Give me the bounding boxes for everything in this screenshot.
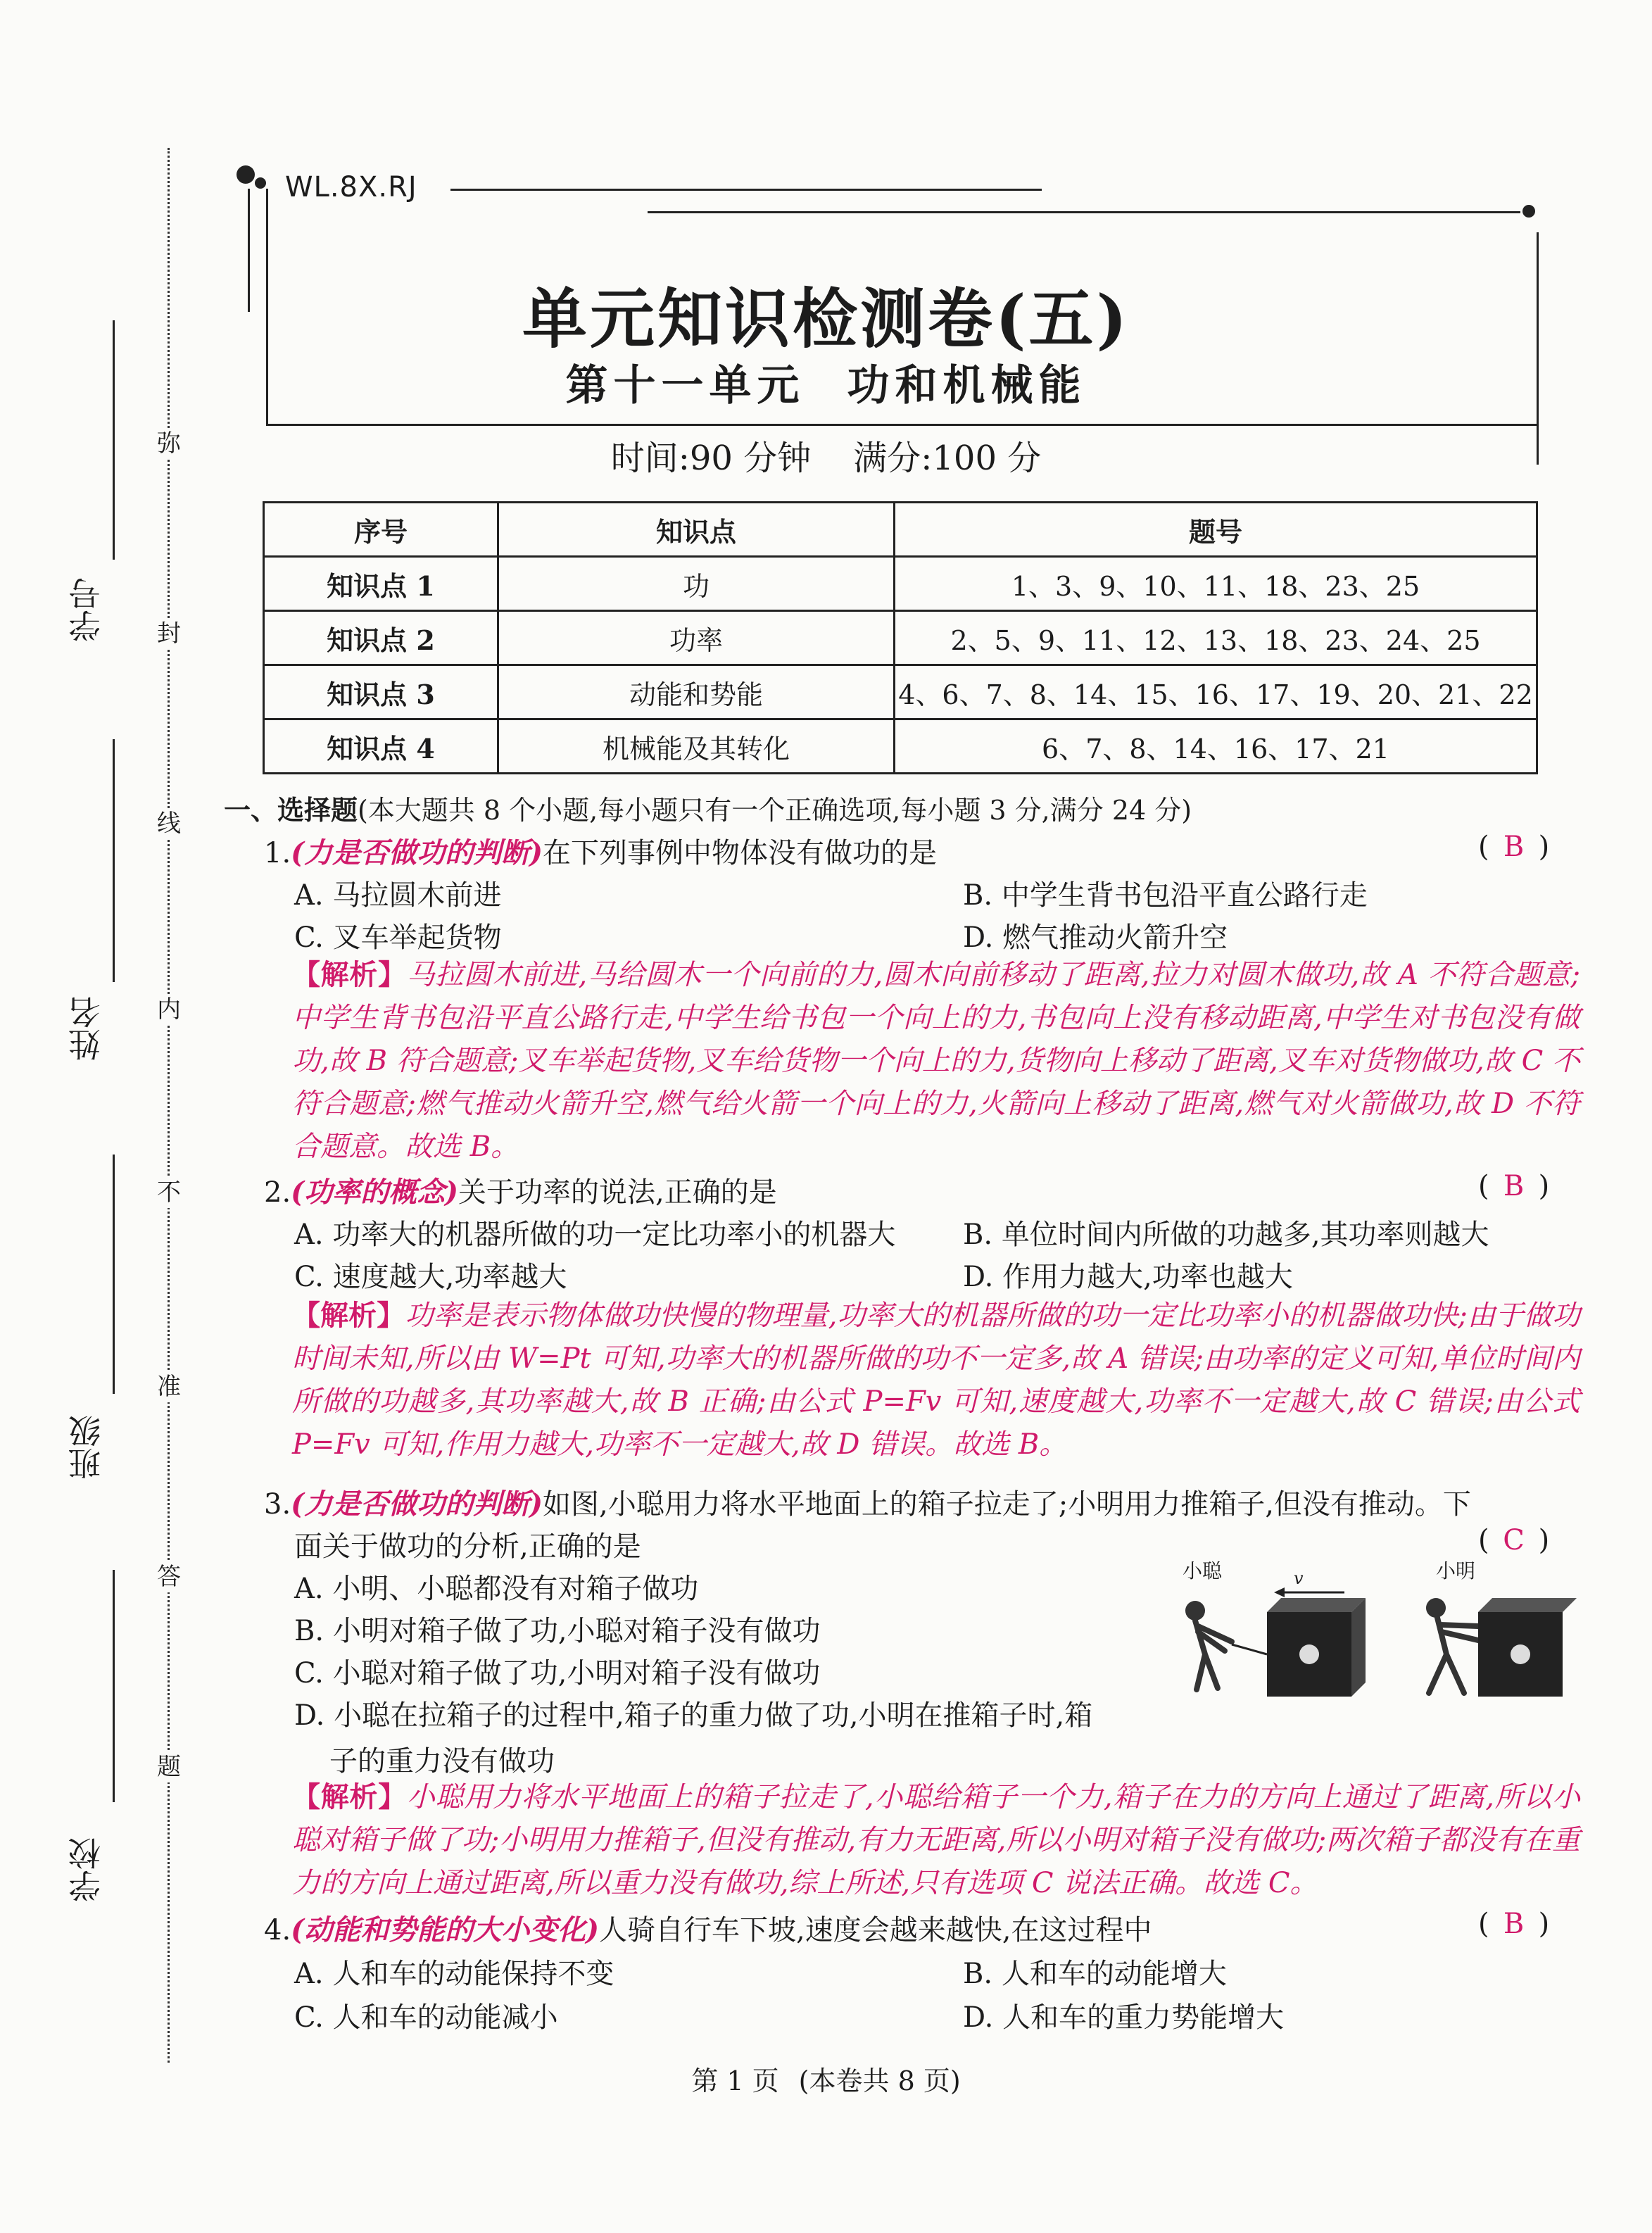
page-number: 第 1 页 xyxy=(691,2065,779,2096)
header-dot xyxy=(255,177,266,189)
knowledge-table xyxy=(263,501,1538,774)
option-c: C. 小聪对箱子做了功,小明对箱子没有做功 xyxy=(294,1657,821,1690)
class-line[interactable] xyxy=(113,1155,115,1394)
question-number: 1. xyxy=(264,837,291,869)
table-cell: 知识点 1 xyxy=(264,557,498,611)
question-tag: (动能和势能的大小变化) xyxy=(291,1913,600,1946)
question-text: 在下列事例中物体没有做功的是 xyxy=(543,837,938,869)
table-row xyxy=(264,719,1537,774)
table-row xyxy=(264,557,1537,611)
page-footer xyxy=(0,2059,1652,2098)
question-text: 人骑自行车下坡,速度会越来越快,在这过程中 xyxy=(599,1914,1152,1946)
option-d: D. 燃气推动火箭升空 xyxy=(963,921,1228,954)
school-label: 学校 xyxy=(68,1837,106,1902)
answer-bracket: ( C ) xyxy=(1478,1524,1550,1556)
exam-info xyxy=(0,431,1652,479)
column-header: 序号 xyxy=(264,503,498,557)
header-dot xyxy=(237,165,255,184)
analysis-text: 功率是表示物体做功快慢的物理量,功率大的机器所做的功一定比功率小的机器做功快;由于做功时间未知,所以由 W=Pt 可知,功率大的机器所做的功不一定多,故 A 错误;由功率的定义可知,单位时间内所做的功越多,其功率越大,故 B 正确;由公式 P=Fv 可知,速度越大,功率不一定越大,故 C 错误;由公式 P=Fv 可知,作用力越大,功率不一定越大,故 D 错误。故选 B。 xyxy=(292,1300,1581,1461)
question-number: 2. xyxy=(264,1176,291,1209)
page-total: (本卷共 8 页) xyxy=(798,2065,961,2096)
series-code: WL.8X.RJ xyxy=(285,171,417,203)
analysis-text: 小聪用力将水平地面上的箱子拉走了,小聪给箱子一个力,箱子在力的方向上通过了距离,所以小聪对箱子做了功;小明用力推箱子,但没有推动,有力无距离,所以小明对箱子没有做功;两次箱子都没有在重力的方向上通过距离,所以重力没有做功,综上所述,只有选项 C 说法正确。故选 C。 xyxy=(292,1781,1580,1899)
question-4-stem xyxy=(264,1908,1152,1948)
unit-subtitle xyxy=(0,352,1652,413)
table-header-row xyxy=(264,503,1537,557)
figure-label-velocity: v xyxy=(1294,1568,1304,1588)
table-cell: 知识点 4 xyxy=(264,719,498,774)
analysis-label: 【解析】 xyxy=(292,1299,405,1332)
option-d-cont: 子的重力没有做功 xyxy=(329,1745,555,1778)
option-b: B. 人和车的动能增大 xyxy=(963,1958,1227,1990)
option-d: D. 人和车的重力势能增大 xyxy=(963,2001,1285,2034)
pull-push-illustration xyxy=(1168,1556,1577,1711)
seal-char: 不 xyxy=(153,1177,184,1208)
question-3-stem xyxy=(264,1482,1471,1522)
option-a: A. 功率大的机器所做的功一定比功率小的机器大 xyxy=(294,1219,896,1251)
question-2-stem xyxy=(264,1170,777,1210)
header-dot xyxy=(1522,205,1535,218)
analysis-label: 【解析】 xyxy=(292,1780,407,1813)
header-rule xyxy=(450,189,1042,191)
name-line[interactable] xyxy=(113,739,115,982)
column-header: 题号 xyxy=(895,503,1537,557)
answer-value: C xyxy=(1503,1524,1525,1556)
page-title: 单元知识检测卷(五) xyxy=(522,281,1130,357)
option-c: C. 叉车举起货物 xyxy=(294,921,502,954)
seal-char: 题 xyxy=(153,1751,184,1782)
unit-name: 第十一单元 xyxy=(565,361,805,410)
answer-bracket: ( B ) xyxy=(1478,1908,1550,1940)
question-tag: (功率的概念) xyxy=(291,1176,459,1209)
question-2-analysis xyxy=(292,1294,1580,1466)
table-cell: 6、7、8、14、16、17、21 xyxy=(895,719,1537,774)
question-1-analysis xyxy=(292,953,1580,1169)
frame-bottom xyxy=(266,424,1539,426)
option-a: A. 人和车的动能保持不变 xyxy=(294,1958,614,1990)
option-c: C. 人和车的动能减小 xyxy=(294,2001,558,2034)
table-cell: 知识点 3 xyxy=(264,665,498,719)
table-cell: 动能和势能 xyxy=(498,665,895,719)
question-tag: (力是否做功的判断) xyxy=(291,1487,543,1521)
answer-value: B xyxy=(1503,1908,1525,1940)
name-label: 姓名 xyxy=(68,996,106,1061)
column-header: 知识点 xyxy=(498,503,895,557)
section-desc: (本大题共 8 个小题,每小题只有一个正确选项,每小题 3 分,满分 24 分) xyxy=(358,795,1192,826)
header-rule xyxy=(648,211,1520,213)
seal-char: 封 xyxy=(153,618,184,649)
table-cell: 1、3、9、10、11、18、23、25 xyxy=(895,557,1537,611)
analysis-text: 马拉圆木前进,马给圆木一个向前的力,圆木向前移动了距离,拉力对圆木做功,故 A 不符合题意;中学生背书包沿平直公路行走,中学生给书包一个向上的力,书包向上没有移动距离,中学生对书包没有做功,故 B 符合题意;叉车举起货物,叉车给货物一个向上的力,货物向上移动了距离,叉车对货物做功,故 C 不符合题意;燃气推动火箭升空,燃气给火箭一个向上的力,火箭向上移动了距离,燃气对火箭做功,故 D 不符合题意。故选 B。 xyxy=(292,959,1581,1163)
question-3-analysis xyxy=(292,1775,1580,1905)
option-a: A. 小明、小聪都没有对箱子做功 xyxy=(294,1573,699,1605)
seal-char: 内 xyxy=(153,994,184,1025)
answer-value: B xyxy=(1503,831,1525,863)
class-label: 班级 xyxy=(68,1415,106,1480)
option-b: B. 单位时间内所做的功越多,其功率则越大 xyxy=(963,1219,1489,1251)
question-3-figure xyxy=(1168,1556,1577,1711)
figure-label-xiaocong: 小聪 xyxy=(1183,1559,1223,1583)
seal-char: 答 xyxy=(153,1561,184,1592)
option-a: A. 马拉圆木前进 xyxy=(294,879,502,912)
option-b: B. 小明对箱子做了功,小聪对箱子没有做功 xyxy=(294,1615,821,1647)
table-cell: 机械能及其转化 xyxy=(498,719,895,774)
school-line[interactable] xyxy=(113,1570,115,1802)
unit-topic: 功和机械能 xyxy=(847,361,1087,410)
table-row xyxy=(264,611,1537,665)
student-id-label: 学号 xyxy=(68,577,106,642)
table-cell: 功 xyxy=(498,557,895,611)
question-tag: (力是否做功的判断) xyxy=(291,836,543,869)
question-number: 4. xyxy=(264,1914,291,1946)
table-cell: 2、5、9、11、12、13、18、23、24、25 xyxy=(895,611,1537,665)
seal-char: 弥 xyxy=(153,428,184,459)
seal-char: 线 xyxy=(153,808,184,839)
table-row xyxy=(264,665,1537,719)
section-title: 一、选择题 xyxy=(224,794,358,826)
seal-char: 准 xyxy=(153,1371,184,1402)
answer-bracket: ( B ) xyxy=(1478,1170,1550,1202)
option-d: D. 小聪在拉箱子的过程中,箱子的重力做了功,小明在推箱子时,箱 xyxy=(294,1699,1093,1732)
exam-time: 时间:90 分钟 xyxy=(610,439,812,478)
question-3-stem-cont: 面关于做功的分析,正确的是 xyxy=(294,1530,641,1563)
table-cell: 功率 xyxy=(498,611,895,665)
answer-bracket: ( B ) xyxy=(1478,831,1550,863)
option-b: B. 中学生背书包沿平直公路行走 xyxy=(963,879,1368,912)
figure-label-xiaoming: 小明 xyxy=(1436,1559,1476,1583)
option-c: C. 速度越大,功率越大 xyxy=(294,1261,567,1293)
table-cell: 4、6、7、8、14、15、16、17、19、20、21、22 xyxy=(895,665,1537,719)
question-text: 关于功率的说法,正确的是 xyxy=(458,1176,777,1209)
section-heading xyxy=(224,788,1192,827)
exam-score: 满分:100 分 xyxy=(853,439,1042,478)
question-text: 如图,小聪用力将水平地面上的箱子拉走了;小明用力推箱子,但没有推动。下 xyxy=(543,1488,1471,1521)
table-cell: 知识点 2 xyxy=(264,611,498,665)
analysis-label: 【解析】 xyxy=(292,958,407,991)
question-1-stem xyxy=(264,831,937,871)
answer-value: B xyxy=(1503,1170,1525,1202)
option-d: D. 作用力越大,功率也越大 xyxy=(963,1261,1293,1293)
question-number: 3. xyxy=(264,1488,291,1521)
